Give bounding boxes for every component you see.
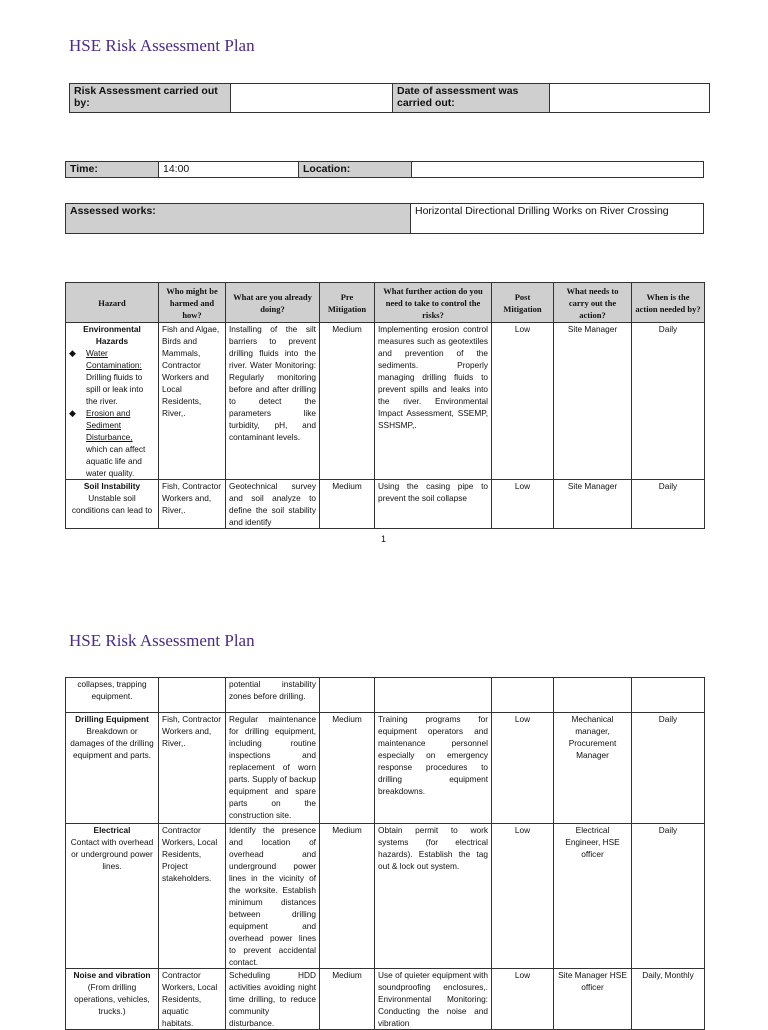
header-when-needed: When is the action needed by? <box>632 283 705 323</box>
time-location-table <box>65 161 704 178</box>
hazard-sub-title: Erosion and Sediment Disturbance, <box>86 408 133 442</box>
diamond-bullet-icon: ◆ <box>69 408 76 418</box>
diamond-bullet-icon: ◆ <box>69 348 76 358</box>
hazard-sub-text: Drilling fluids to spill or leak into the river. <box>86 372 144 406</box>
page-title: HSE Risk Assessment Plan <box>69 36 255 55</box>
hazard-title: Noise and vibration <box>73 970 151 980</box>
risk-table <box>65 282 705 529</box>
assessment-date-label: Date of assessment was carried out: <box>393 84 550 113</box>
hazard-title: Electrical <box>93 825 131 835</box>
hazard-cell: collapses, trapping equipment. <box>66 678 159 713</box>
hazard-sub-text: which can affect aquatic life and water quality. <box>86 444 146 478</box>
pre-mitigation-cell: Medium <box>320 480 375 529</box>
table-row <box>66 969 705 1030</box>
who-harmed-cell <box>159 678 226 713</box>
header-who-carries-out: What needs to carry out the action? <box>554 283 632 323</box>
already-doing-cell: Identify the presence and location of overhead and underground power lines in the vicinity of the worksite. Establish minimum distances between drilling equipment and overhead power lines to prevent accidental contact. <box>226 824 320 969</box>
who-harmed-cell: Fish, Contractor Workers and, River,. <box>159 713 226 824</box>
hazard-text: (From drilling operations, vehicles, trucks.) <box>74 982 150 1016</box>
assessment-date-field[interactable] <box>550 84 710 113</box>
header-already-doing: What are you already doing? <box>226 283 320 323</box>
pre-mitigation-cell: Medium <box>320 323 375 480</box>
who-harmed-cell: Contractor Workers, Local Residents, Project stakeholders. <box>159 824 226 969</box>
when-needed-cell: Daily <box>632 323 705 480</box>
time-field[interactable]: 14:00 <box>159 162 299 178</box>
when-needed-cell <box>632 678 705 713</box>
already-doing-cell: Regular maintenance for drilling equipment, including routine inspections and replacement of worn parts. Supply of backup equipment and spare parts on the construction site. <box>226 713 320 824</box>
hazard-cell <box>66 824 159 969</box>
who-carries-out-cell: Mechanical manager, Procurement Manager <box>554 713 632 824</box>
pre-mitigation-cell: Medium <box>320 824 375 969</box>
further-action-cell: Using the casing pipe to prevent the soil collapse <box>375 480 492 529</box>
further-action-cell: Training programs for equipment operators and maintenance personnel especially on emergency response procedures to drilling equipment breakdowns. <box>375 713 492 824</box>
table-row <box>66 824 705 969</box>
who-carries-out-cell: Site Manager <box>554 323 632 480</box>
post-mitigation-cell: Low <box>492 323 554 480</box>
assessment-info-table <box>69 83 710 113</box>
who-carries-out-cell <box>554 678 632 713</box>
who-carries-out-cell: Site Manager <box>554 480 632 529</box>
who-carries-out-cell: Site Manager HSE officer <box>554 969 632 1030</box>
pre-mitigation-cell: Medium <box>320 969 375 1030</box>
hazard-title: Soil Instability <box>83 481 141 491</box>
header-who-harmed: Who might be harmed and how? <box>159 283 226 323</box>
header-further-action: What further action do you need to take to control the risks? <box>375 283 492 323</box>
further-action-cell <box>375 678 492 713</box>
who-harmed-cell: Fish, Contractor Workers and, River,. <box>159 480 226 529</box>
hazard-text: Breakdown or damages of the drilling equipment and parts. <box>70 726 154 760</box>
carried-out-by-label: Risk Assessment carried out by: <box>70 84 231 113</box>
further-action-cell: Use of quieter equipment with soundproofing enclosures,. Environmental Monitoring: Conducting the noise and vibration <box>375 969 492 1030</box>
post-mitigation-cell: Low <box>492 713 554 824</box>
pre-mitigation-cell <box>320 678 375 713</box>
header-post-mitigation: Post Mitigation <box>492 283 554 323</box>
who-carries-out-cell: Electrical Engineer, HSE officer <box>554 824 632 969</box>
carried-out-by-field[interactable] <box>231 84 393 113</box>
table-row <box>66 480 705 529</box>
risk-table-continued <box>65 677 705 1030</box>
table-row <box>66 713 705 824</box>
hazard-sub-title: Water Contamination: <box>86 348 142 370</box>
already-doing-cell: Installing of the silt barriers to prevent drilling fluids into the river. Water Monitoring: Regularly monitoring before and after drilling to detect the parameters like turbidity, pH, and contaminant levels. <box>226 323 320 480</box>
post-mitigation-cell <box>492 678 554 713</box>
page-number: 1 <box>381 534 387 544</box>
time-label: Time: <box>66 162 159 178</box>
table-row <box>66 678 705 713</box>
table-row <box>66 323 705 480</box>
assessed-works-field[interactable]: Horizontal Directional Drilling Works on River Crossing <box>411 204 704 234</box>
pre-mitigation-cell: Medium <box>320 713 375 824</box>
post-mitigation-cell: Low <box>492 824 554 969</box>
further-action-cell: Implementing erosion control measures such as geotextiles and prevention of the sediments. Properly managing drilling fluids to prevent spills and leaks into the river. Environmental Impact Assessment, SSEMP, SSHSMP,. <box>375 323 492 480</box>
hazard-text: Contact with overhead or underground power lines. <box>70 837 154 871</box>
already-doing-cell: Scheduling HDD activities avoiding night time drilling, to reduce community disturbance. <box>226 969 320 1030</box>
location-field[interactable] <box>412 162 704 178</box>
assessed-works-label: Assessed works: <box>66 204 411 234</box>
hazard-cell <box>66 323 159 480</box>
when-needed-cell: Daily <box>632 480 705 529</box>
hazard-cell <box>66 480 159 529</box>
who-harmed-cell: Fish and Algae, Birds and Mammals, Contractor Workers and Local Residents, River,. <box>159 323 226 480</box>
hazard-title: Environmental Hazards <box>83 324 141 346</box>
already-doing-cell: potential instability zones before drilling. <box>226 678 320 713</box>
header-pre-mitigation: Pre Mitigation <box>320 283 375 323</box>
hazard-title: Drilling Equipment <box>75 714 149 724</box>
further-action-cell: Obtain permit to work systems (for electrical hazards). Establish the tag out & lock out system. <box>375 824 492 969</box>
when-needed-cell: Daily <box>632 713 705 824</box>
assessed-works-table <box>65 203 704 234</box>
hazard-cell <box>66 969 159 1030</box>
when-needed-cell: Daily, Monthly <box>632 969 705 1030</box>
when-needed-cell: Daily <box>632 824 705 969</box>
header-hazard: Hazard <box>66 283 159 323</box>
post-mitigation-cell: Low <box>492 969 554 1030</box>
post-mitigation-cell: Low <box>492 480 554 529</box>
already-doing-cell: Geotechnical survey and soil analyze to define the soil stability and identify <box>226 480 320 529</box>
page-title: HSE Risk Assessment Plan <box>69 631 255 650</box>
location-label: Location: <box>299 162 412 178</box>
hazard-text: Unstable soil conditions can lead to <box>71 493 153 515</box>
hazard-cell <box>66 713 159 824</box>
who-harmed-cell: Contractor Workers, Local Residents, aquatic habitats. <box>159 969 226 1030</box>
